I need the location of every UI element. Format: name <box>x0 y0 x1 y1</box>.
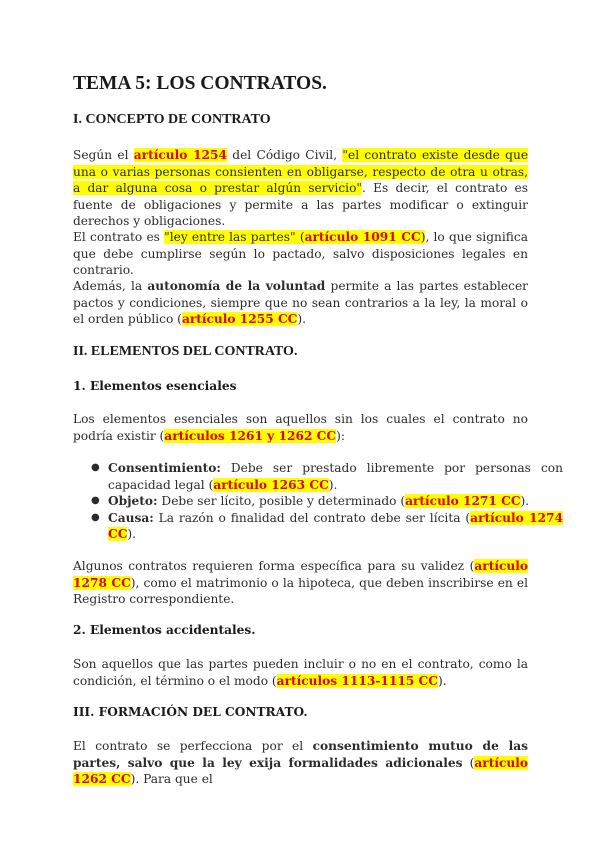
article-reference: artículo 1254 <box>133 148 227 162</box>
highlighted-quote: "el contrato existe desde que una o varias personas consienten en obligarse, respecto de otra u otras, a dar alguna cosa o prestar algún servicio" <box>73 148 529 196</box>
bullet-icon: ● <box>91 495 100 507</box>
subheading-elementos-accidentales: 2. Elementos accidentales. <box>73 623 256 637</box>
paragraph-concepto-definicion: Según el artículo 1254 del Código Civil, "el contrato existe desde que una o varias personas consienten en obligarse, respecto de otra u otras, a dar alguna cosa o prestar algún servicio". Es decir, el contrato es fuente de obligaciones y permite a las partes modificar o extinguir derechos y obligaciones. <box>73 148 529 229</box>
list-item: ● Objeto: Debe ser lícito, posible y determinado (artículo 1271 CC). <box>91 494 530 509</box>
article-reference: artículo 1263 CC <box>213 477 329 492</box>
bullet-icon: ● <box>91 511 100 523</box>
article-reference: artículo 1091 CC <box>304 230 421 244</box>
section-heading-elementos: II. ELEMENTOS DEL CONTRATO. <box>73 344 298 359</box>
paragraph-ley-entre-partes: El contrato es "ley entre las partes" (artículo 1091 CC), lo que significa que debe cumplirse según lo pactado, salvo disposiciones legales en contrario. <box>73 230 528 278</box>
bullet-icon: ● <box>91 462 100 473</box>
list-item: ● Causa: La razón o finalidad del contrato debe ser lícita (artículo 1274 CC). <box>91 510 564 542</box>
article-reference: artículos 1261 y 1262 CC <box>164 428 337 443</box>
section-heading-formacion: III. FORMACIÓN DEL CONTRATO. <box>73 705 308 719</box>
article-reference: artículo 1278 CC <box>73 559 528 590</box>
document-title: TEMA 5: LOS CONTRATOS. <box>73 73 327 94</box>
list-item: ● Consentimiento: Debe ser prestado libremente por personas con capacidad legal (artículo 1263 CC). <box>91 461 563 492</box>
paragraph-elementos-accidentales: Son aquellos que las partes pueden incluir o no en el contrato, como la condición, el término o el modo (artículos 1113-1115 CC). <box>73 657 528 688</box>
article-reference: artículo 1255 CC <box>181 312 298 327</box>
bold-term: autonomía de la voluntad <box>147 279 326 293</box>
paragraph-forma: Algunos contratos requieren forma específica para su validez (artículo 1278 CC), como el matrimonio o la hipoteca, que deben inscribirse en el Registro correspondiente. <box>73 559 528 607</box>
article-reference: artículos 1113-1115 CC <box>276 673 438 688</box>
article-reference: artículo 1262 CC <box>73 755 528 787</box>
section-heading-concepto: I. CONCEPTO DE CONTRATO <box>73 112 271 127</box>
paragraph-formacion: El contrato se perfecciona por el consentimiento mutuo de las partes, salvo que la ley exija formalidades adicionales (artículo 1262 CC). Para que el <box>73 739 528 787</box>
article-reference: artículo 1271 CC <box>405 494 521 509</box>
essential-elements-list <box>73 460 563 543</box>
paragraph-elementos-esenciales: Los elementos esenciales son aquellos sin los cuales el contrato no podría existir (artículos 1261 y 1262 CC): <box>73 412 528 443</box>
subheading-elementos-esenciales: 1. Elementos esenciales <box>73 379 237 393</box>
highlighted-quote: "ley entre las partes" ( <box>164 230 305 244</box>
article-reference: artículo 1274 CC <box>108 510 564 542</box>
bold-term: consentimiento mutuo de las partes, salvo que la ley exija formalidades adicionales <box>73 739 528 770</box>
paragraph-autonomia: Además, la autonomía de la voluntad permite a las partes establecer pactos y condiciones, siempre que no sean contrarios a la ley, la moral o el orden público (artículo 1255 CC). <box>73 279 529 327</box>
